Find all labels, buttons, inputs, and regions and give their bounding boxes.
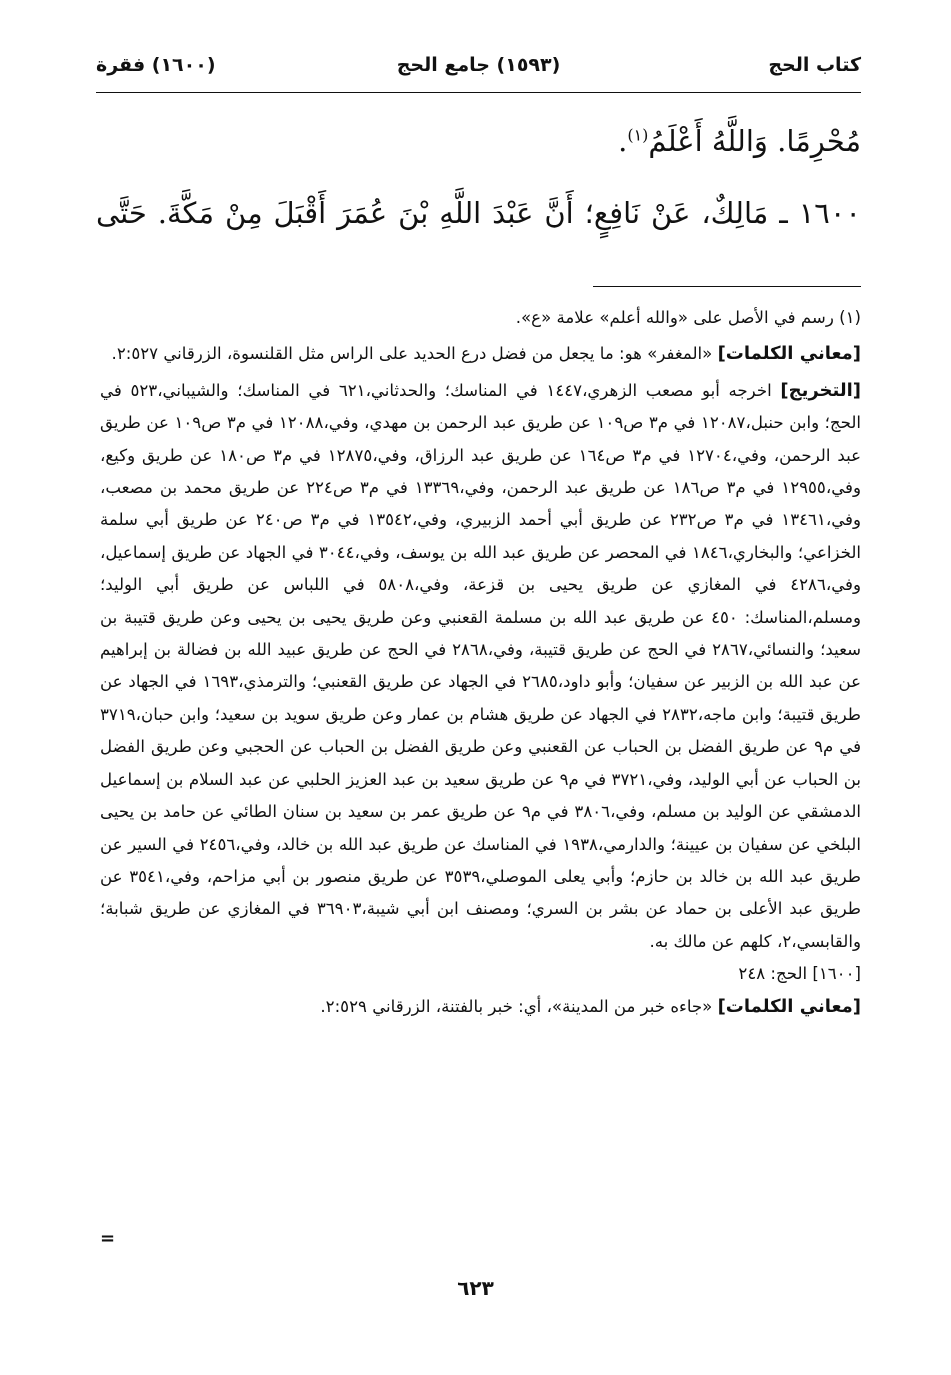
running-header [96,44,861,92]
word-meanings-2-label: [معاني الكلمات] [717,995,861,1017]
header-book-title: كتاب الحج [768,54,861,76]
reference-line: [١٦٠٠] الحج: ٢٤٨ [738,964,861,984]
word-meanings-1-label: [معاني الكلمات] [717,343,861,365]
footnote-1: (١) رسم في الأصل على «والله أعلم» علامة «ع». [515,308,861,327]
page-number: ٦٢٣ [457,1276,494,1300]
footnote-separator [593,286,861,287]
main-text-line-1 [96,124,861,158]
takhrij-label: [التخريج] [780,379,862,401]
footnote-ref-1: (١) [627,125,649,145]
word-meanings-1 [100,338,861,370]
word-meanings-2-text: «جاءه خبر من المدينة»، أي: خبر بالفتنة، الزرقاني ٢:٥٢٩. [320,996,713,1016]
main-line-1-text: مُحْرِمًا. وَاللَّهُ أَعْلَمُ [648,124,861,158]
header-chapter-title: (١٥٩٣) جامع الحج [396,54,561,76]
word-meanings-1-text: «المغفر» هو: ما يجعل من فضل درع الحديد على الراس مثل القلنسوة، الزرقاني ٢:٥٢٧. [111,344,713,364]
takhrij-block [100,375,861,958]
takhrij-text: اخرجه أبو مصعب الزهري،١٤٤٧ في المناسك؛ والحدثاني،٦٢١ في المناسك؛ والشيباني،٥٢٣ في الحج؛ وابن حنبل،١٢٠٨٧ في م٣ ص١٠٩ عن طريق عبد الرحمن بن مهدي، وفي،١٢٠٨٨ في م٣ ص١٠٩ عن طريق عبد الرحمن، وفي،١٢٧٠٤ في م٣ ص١٦٤ عن طريق عبد الرزاق، وفي،١٢٨٧٥ في م٣ ص١٨٠ عن طريق وكيع، وفي،١٢٩٥٥ في م٣ ص١٨٦ عن طريق عبد الرحمن، وفي،١٣٣٦٩ في م٣ ص٢٢٤ عن طريق محمد بن مصعب، وفي،١٣٤٦١ في م٣ ص٢٣٢ عن طريق أبي أحمد الزبيري، وفي،١٣٥٤٢ في م٣ ص٢٤٠ عن طريق أبي سلمة الخزاعي؛ والبخاري،١٨٤٦ في المحصر عن طريق عبد الله بن يوسف، وفي،٣٠٤٤ في الجهاد عن طريق إسماعيل، وفي،٤٢٨٦ في المغازي عن طريق يحيى بن قزعة، وفي،٥٨٠٨ في اللباس عن طريق أبي الوليد؛ ومسلم،المناسك: ٤٥٠ عن طريق عبد الله بن مسلمة القعنبي وعن طريق يحيى بن يحيى وعن طريق قتيبة بن سعيد؛ والنسائي،٢٨٦٧ في الحج عن طريق قتيبة، وفي،٢٨٦٨ في الحج عن طريق عبيد الله بن فضالة بن إبراهيم عن عبد الله بن الزبير عن سفيان؛ وأبو داود،٢٦٨٥ في الجهاد عن طريق القعنبي؛ والترمذي،١٦٩٣ في الجهاد عن طريق قتيبة؛ وابن ماجه،٢٨٣٢ في الجهاد عن طريق هشام بن عمار وعن طريق سويد بن سعيد؛ وابن حبان،٣٧١٩ في م٩ عن طريق الفضل بن الحباب عن القعنبي وعن طريق الفضل بن الحباب عن الحجبي وعن طريق الفضل بن الحباب عن أبي الوليد، وفي،٣٧٢١ في م٩ عن طريق سعيد بن عبد العزيز الحلبي عن عبد السلام بن إسماعيل الدمشقي عن الوليد بن مسلم، وفي،٣٨٠٦ في م٩ عن طريق عمر بن سعيد بن سنان الطائي عن حامد بن يحيى البلخي عن سفيان بن عيينة؛ والدارمي،١٩٣٨ في المناسك عن طريق عبد الله بن خالد، وفي،٢٤٥٦ في السير عن طريق عبد الله بن خالد بن حازم؛ وأبي يعلى الموصلي،٣٥٣٩ عن طريق منصور بن أبي مزاحم، وفي،٣٥٤١ عن طريق عبد الأعلى بن حماد عن بشر بن السري؛ ومصنف ابن أبي شيبة،٣٦٩٠٣ في المغازي عن طريق شبابة؛ والقابسي،٢، كلهم عن مالك به. [100,380,862,951]
header-paragraph-number: (١٦٠٠) فقرة [96,54,216,76]
notes-section [100,302,861,1023]
continuation-mark: = [100,1228,116,1249]
main-text-line-2: ١٦٠٠ ـ مَالِكٌ، عَنْ نَافِعٍ؛ أَنَّ عَبْدَ اللَّهِ بْنَ عُمَرَ أَقْبَلَ مِنْ مَكَّةَ. حَتَّى [96,196,861,230]
header-rule [96,92,861,93]
main-line-1-end: . [618,124,628,158]
word-meanings-2 [100,991,861,1023]
